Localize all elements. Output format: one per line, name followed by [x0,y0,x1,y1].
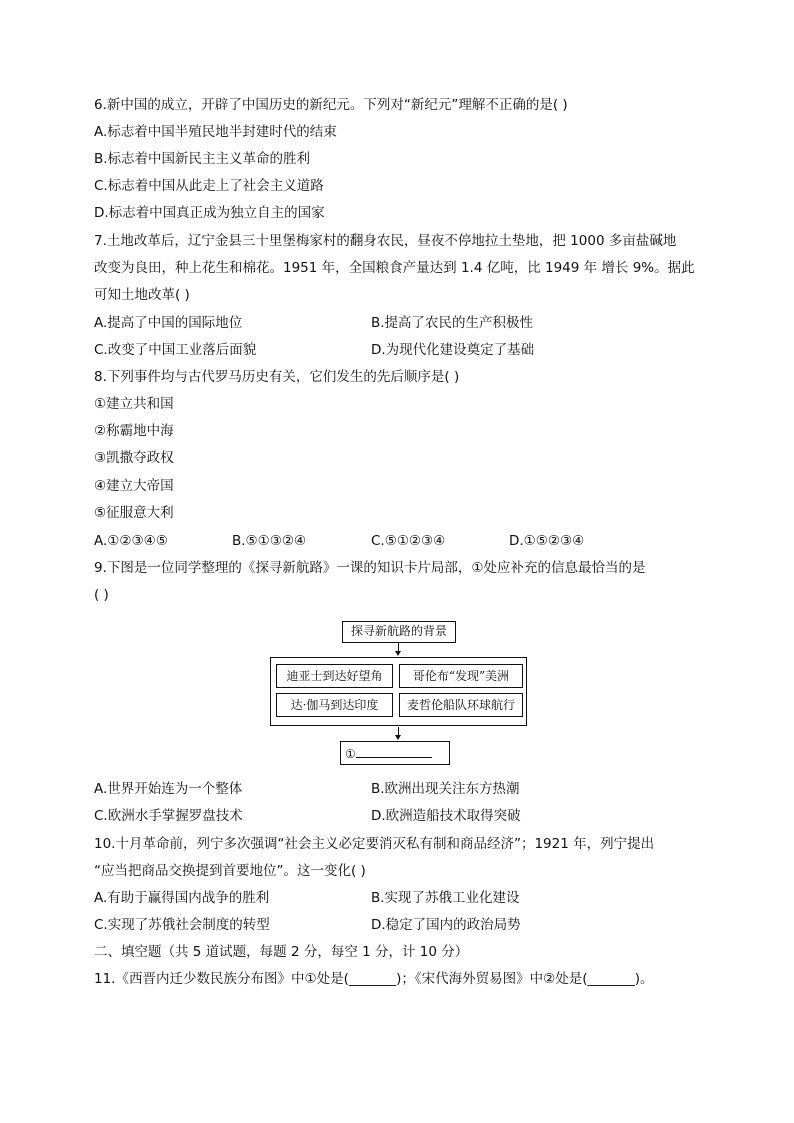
diagram-outer-box [270,657,527,726]
q8-event-2: ②称霸地中海 [94,423,174,439]
diagram-arrow-1-line [398,642,399,652]
diagram-cell-gama: 达·伽马到达印度 [276,693,393,717]
q7-option-c: C.改变了中国工业落后面貌 [94,342,257,358]
q8-event-5: ⑤征服意大利 [94,505,174,521]
q7-stem-line3: 可知土地改革( ) [94,287,190,303]
q8-option-d: D.①⑤②③④ [509,533,585,549]
q6-option-c: C.标志着中国从此走上了社会主义道路 [94,178,324,194]
section2-title: 二、填空题（共 5 道试题，每题 2 分，每空 1 分，计 10 分） [94,944,469,960]
q6-option-a: A.标志着中国半殖民地半封建时代的结束 [94,124,337,140]
q6-option-b: B.标志着中国新民主主义革命的胜利 [94,151,311,167]
q9-stem-line2: ( ) [94,587,109,603]
diagram-arrow-1-head [395,651,401,656]
q6-option-d: D.标志着中国真正成为独立自主的国家 [94,205,325,221]
q10-option-c: C.实现了苏俄社会制度的转型 [94,917,270,933]
q6-stem: 6.新中国的成立，开辟了中国历史的新纪元。下列对“新纪元”理解不正确的是( ) [94,97,568,113]
q8-option-b: B.⑤①③②④ [232,533,307,549]
q10-option-b: B.实现了苏俄工业化建设 [371,890,520,906]
q8-option-a: A.①②③④⑤ [94,533,168,549]
diagram-top-box: 探寻新航路的背景 [342,621,456,643]
q8-event-3: ③凯撒夺政权 [94,450,174,466]
q8-stem: 8.下列事件均与古代罗马历史有关，它们发生的先后顺序是( ) [94,369,460,385]
q9-option-c: C.欧洲水手掌握罗盘技术 [94,808,243,824]
diagram-cell-magellan: 麦哲伦船队环球航行 [399,693,523,717]
q10-option-d: D.稳定了国内的政治局势 [371,917,521,933]
q9-option-a: A.世界开始连为一个整体 [94,781,243,797]
q7-option-a: A.提高了中国的国际地位 [94,315,243,331]
q10-stem-line1: 10.十月革命前，列宁多次强调“社会主义必定要消灭私有制和商品经济”；1921 年，列宁提出 [94,836,655,852]
q9-option-b: B.欧洲出现关注东方热潮 [371,781,520,797]
diagram-arrow-2-head [395,735,401,740]
q7-option-d: D.为现代化建设奠定了基础 [371,342,535,358]
q7-stem-line1: 7.土地改革后，辽宁金县三十里堡梅家村的翻身农民，昼夜不停地拉土垫地，把 1000 多亩盐碱地 [94,233,677,249]
q11-stem: 11.《西晋内迁少数民族分布图》中①处是(_______)；《宋代海外贸易图》中②处是(_______)。 [94,971,654,987]
diagram-answer-blank [356,745,432,758]
q10-option-a: A.有助于赢得国内战争的胜利 [94,890,270,906]
q7-stem-line2: 改变为良田，种上花生和棉花。1951 年，全国粮食产量达到 1.4 亿吨，比 1949 年 增长 9%。据此 [94,260,695,276]
q10-stem-line2: “应当把商品交换提到首要地位”。这一变化( ) [94,863,366,879]
q8-event-4: ④建立大帝国 [94,478,174,494]
q8-event-1: ①建立共和国 [94,396,174,412]
q9-stem-line1: 9.下图是一位同学整理的《探寻新航路》一课的知识卡片局部，①处应补充的信息最恰当的是 [94,560,646,576]
q8-option-c: C.⑤①②③④ [371,533,446,549]
diagram-arrow-2-line [398,727,399,736]
diagram-cell-dias: 迪亚士到达好望角 [276,664,393,688]
diagram-answer-box [340,741,450,765]
diagram-answer-marker: ① [345,747,356,761]
q9-option-d: D.欧洲造船技术取得突破 [371,808,521,824]
diagram-cell-columbus: 哥伦布“发现”美洲 [399,664,523,688]
q7-option-b: B.提高了农民的生产积极性 [371,315,534,331]
